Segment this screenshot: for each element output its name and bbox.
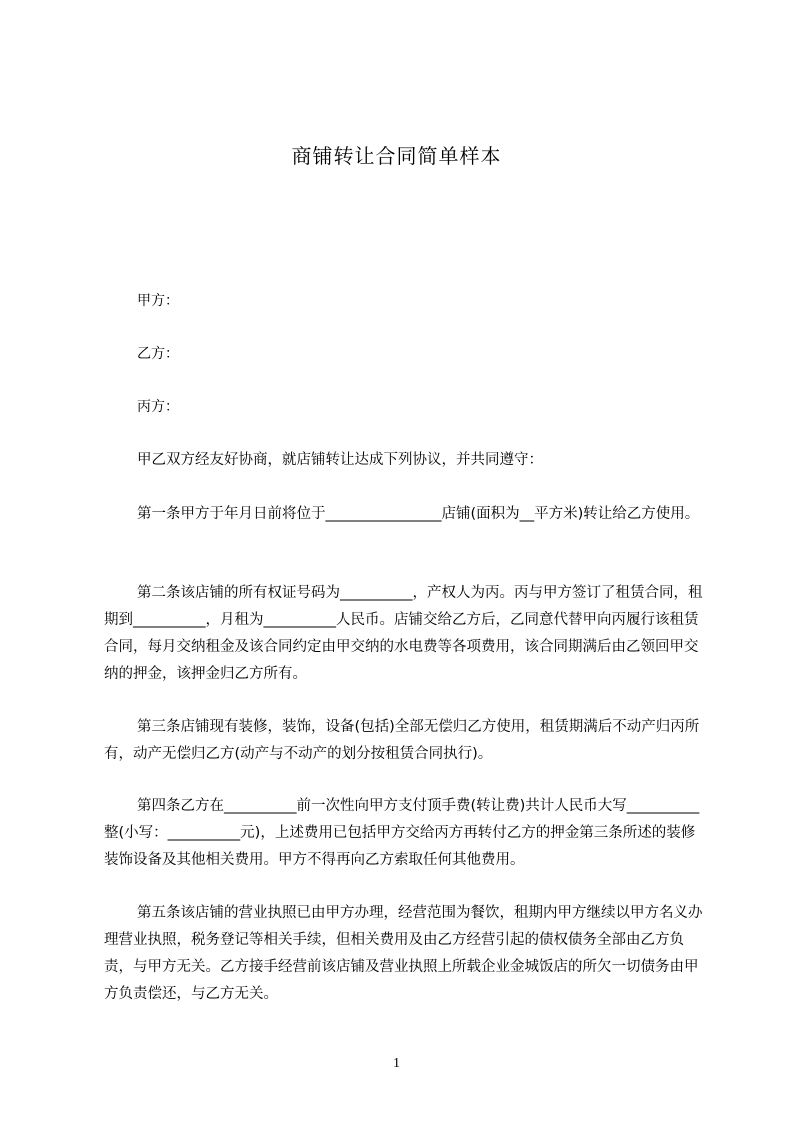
article-1-text: 第一条甲方于年月日前将位于________________店铺(面积为__平方米)转让给乙方使用。 xyxy=(137,506,700,522)
document-title: 商铺转让合同简单样本 xyxy=(291,144,502,168)
party-b-label: 乙方： xyxy=(137,346,179,362)
article-5 xyxy=(104,900,704,1008)
party-a-label: 甲方： xyxy=(137,293,179,309)
article-2 xyxy=(104,580,704,688)
intro-paragraph xyxy=(104,447,704,474)
article-3 xyxy=(104,714,704,768)
intro-text: 甲乙双方经友好协商，就店铺转让达成下列协议，并共同遵守： xyxy=(137,452,543,468)
article-1 xyxy=(104,501,704,528)
party-c-label: 丙方： xyxy=(137,399,179,415)
article-5-text: 第五条该店铺的营业执照已由甲方办理，经营范围为餐饮，租期内甲方继续以甲方名义办理营业执照，税务登记等相关手续，但相关费用及由乙方经营引起的债权债务全部由乙方负责，与甲方无关。乙方接手经营前该店铺及营业执照上所载企业金城饭店的所欠一切债务由甲方负责偿还，与乙方无关。 xyxy=(104,905,703,1002)
article-2-text: 第二条该店铺的所有权证号码为__________，产权人为丙。丙与甲方签订了租赁合同，租期到__________，月租为__________人民币。店铺交给乙方后，乙同意代替甲向丙履行该租赁合同，每月交纳租金及该合同约定由甲交纳的水电费等各项费用，该合同期满后由乙领回甲交纳的押金，该押金归乙方所有。 xyxy=(104,585,703,682)
page-number: 1 xyxy=(393,1056,400,1071)
article-3-text: 第三条店铺现有装修，装饰，设备(包括)全部无偿归乙方使用，租赁期满后不动产归丙所有，动产无偿归乙方(动产与不动产的划分按租赁合同执行)。 xyxy=(104,719,700,762)
article-4-text: 第四条乙方在__________前一次性向甲方支付顶手费(转让费)共计人民币大写__________整(小写：__________元)，上述费用已包括甲方交给丙方再转付乙方的押金第三条所述的装修装饰设备及其他相关费用。甲方不得再向乙方索取任何其他费用。 xyxy=(104,798,700,868)
article-4 xyxy=(104,793,704,874)
